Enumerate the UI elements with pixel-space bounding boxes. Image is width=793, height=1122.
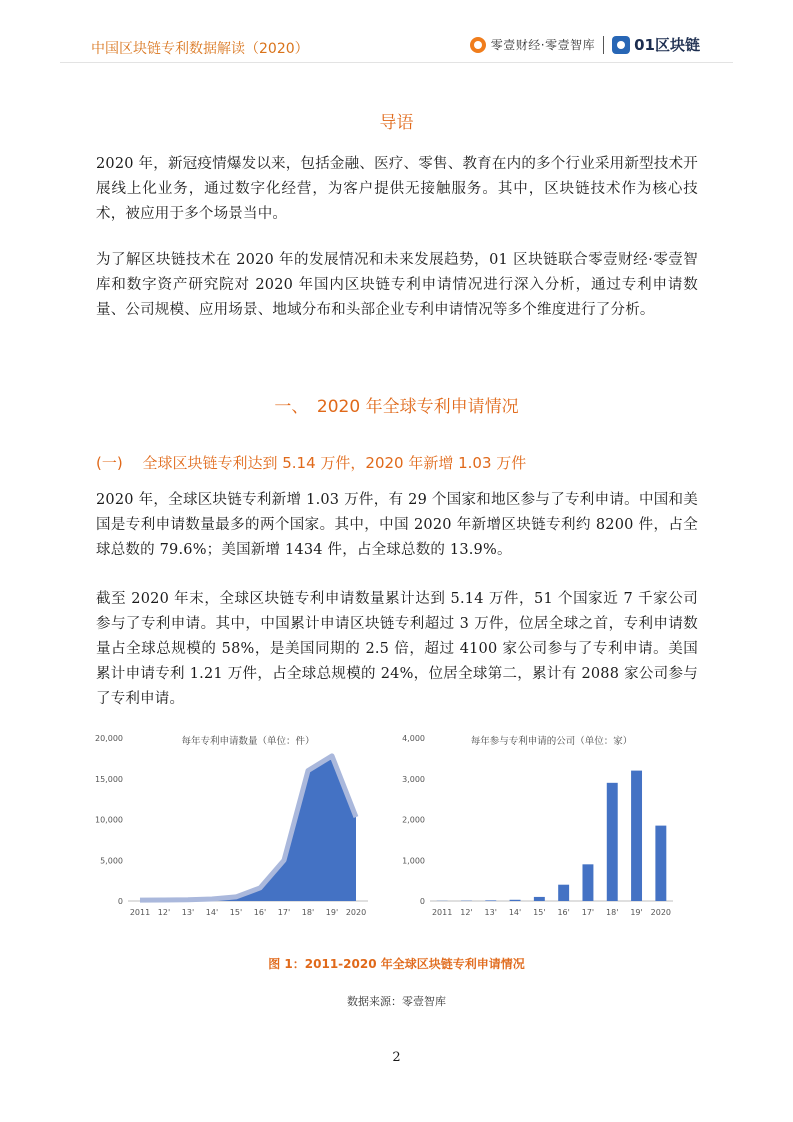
x-tick-label: 16' <box>557 908 570 917</box>
bar-chart-svg <box>388 728 688 923</box>
y-tick-label: 2,000 <box>402 815 425 825</box>
x-tick-label: 14' <box>205 908 219 917</box>
annual-patent-applications-chart <box>86 728 376 923</box>
section-1-heading: 一、 2020 年全球专利申请情况 <box>274 397 519 417</box>
x-tick-label: 12' <box>460 908 473 917</box>
chart-title: 每年参与专利申请的公司（单位：家） <box>470 736 633 747</box>
brand-divider <box>603 36 604 54</box>
x-tick-label: 12' <box>157 908 171 917</box>
x-tick-label: 19' <box>325 908 339 917</box>
bar <box>631 771 642 901</box>
x-tick-label: 18' <box>606 908 619 917</box>
y-tick-label: 20,000 <box>95 734 123 743</box>
x-tick-label: 2011 <box>129 908 151 917</box>
intro-paragraph-2: 为了解区块链技术在 2020 年的发展情况和未来发展趋势，01 区块链联合零壹财经·零壹智库和数字资产研究院对 2020 年国内区块链专利申请情况进行深入分析，通过专利申请数量、公司规模、应用场景、地域分布和头部企业专利申请情况等多个维度进行了分析。 <box>96 252 698 318</box>
y-tick-label: 15,000 <box>95 774 123 784</box>
y-tick-label: 0 <box>117 897 123 906</box>
page-header <box>0 0 793 62</box>
section-1-paragraph-1: 2020 年，全球区块链专利新增 1.03 万件，有 29 个国家和地区参与了专利申请。中国和美国是专利申请数量最多的两个国家。其中，中国 2020 年新增区块链专利约 8200 件，占全球总数的 79.6%；美国新增 1434 件，占全球总数的 13.9%。 <box>96 492 698 558</box>
bar <box>510 900 521 901</box>
bar <box>655 826 666 901</box>
header-brand <box>470 34 700 55</box>
y-tick-label: 3,000 <box>402 774 425 784</box>
01-blockchain-logo-icon <box>612 36 630 54</box>
figure-source: 数据来源：零壹智库 <box>347 995 446 1008</box>
header-divider <box>60 62 733 63</box>
y-tick-label: 1,000 <box>402 856 425 866</box>
brand-lingyi: 零壹财经·零壹智库 <box>490 38 596 52</box>
subsection-1-heading: (一) 全球区块链专利达到 5.14 万件，2020 年新增 1.03 万件 <box>96 454 527 472</box>
y-tick-label: 5,000 <box>100 856 123 866</box>
x-tick-label: 19' <box>630 908 643 917</box>
x-tick-label: 2020 <box>650 908 672 917</box>
y-tick-label: 0 <box>419 897 425 906</box>
chart-title: 每年专利申请数量（单位：件） <box>181 736 315 747</box>
figure-caption: 图 1：2011-2020 年全球区块链专利申请情况 <box>268 957 525 971</box>
series-area <box>140 756 356 901</box>
x-tick-label: 13' <box>181 908 195 917</box>
x-tick-label: 13' <box>484 908 497 917</box>
x-tick-label: 16' <box>253 908 267 917</box>
x-tick-label: 2020 <box>345 908 367 917</box>
bar <box>582 864 593 901</box>
x-tick-label: 15' <box>533 908 546 917</box>
page-number: 2 <box>392 1050 401 1065</box>
area-chart-svg <box>86 728 376 923</box>
x-tick-label: 2011 <box>431 908 453 917</box>
x-tick-label: 15' <box>229 908 243 917</box>
y-tick-label: 4,000 <box>402 734 425 743</box>
bar <box>485 900 496 901</box>
intro-paragraph-1: 2020 年，新冠疫情爆发以来，包括金融、医疗、零售、教育在内的多个行业采用新型技术开展线上化业务，通过数字化经营，为客户提供无接触服务。其中，区块链技术作为核心技术，被应用于多个场景当中。 <box>96 156 698 222</box>
y-tick-label: 10,000 <box>95 815 123 825</box>
bar <box>558 885 569 901</box>
x-tick-label: 18' <box>301 908 315 917</box>
x-tick-label: 17' <box>581 908 595 917</box>
brand-01-blockchain: 01区块链 <box>634 36 700 54</box>
intro-heading: 导语 <box>379 113 414 133</box>
bar <box>534 897 545 901</box>
bar <box>607 783 618 901</box>
header-title: 中国区块链专利数据解读（2020） <box>91 41 309 57</box>
annual-applicant-companies-chart <box>388 728 688 923</box>
x-tick-label: 14' <box>508 908 522 917</box>
section-1-paragraph-2: 截至 2020 年末，全球区块链专利申请数量累计达到 5.14 万件，51 个国家近 7 千家公司参与了专利申请。其中，中国累计申请区块链专利超过 3 万件，位居全球之首，专利申请数量占全球总规模的 58%，是美国同期的 2.5 倍，超过 4100 家公司参与了专利申请。美国累计申请专利 1.21 万件，占全球总规模的 24%，位居全球第二，累计有 2088 家公司参与了专利申请。 <box>96 591 698 707</box>
lingyi-logo-icon <box>470 37 486 53</box>
x-tick-label: 17' <box>277 908 291 917</box>
